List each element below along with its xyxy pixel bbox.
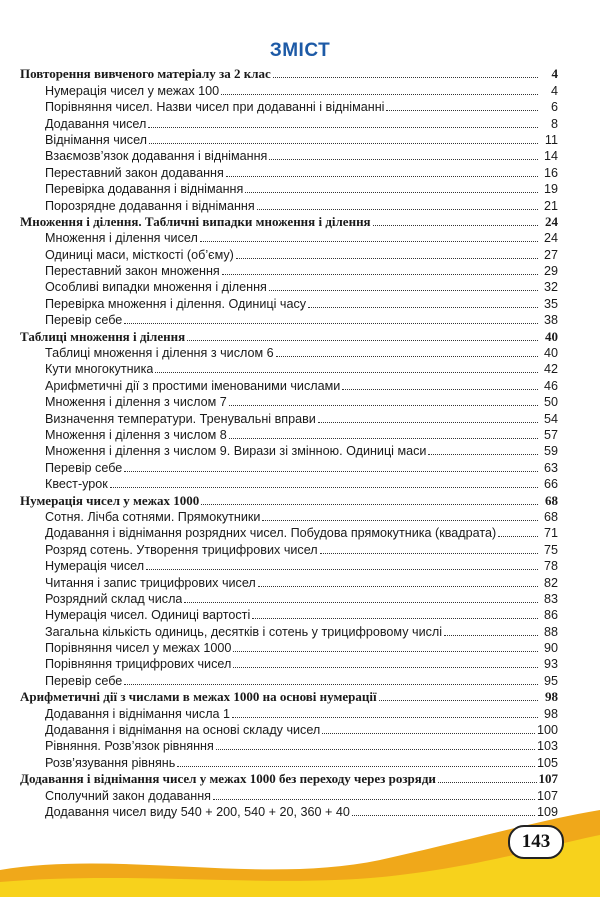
toc-entry bbox=[18, 753, 558, 769]
toc-entry-title: Множення і ділення. Табличні випадки множення і ділення bbox=[20, 214, 371, 229]
dot-leader bbox=[155, 372, 538, 373]
toc-entry bbox=[18, 590, 558, 606]
dot-leader bbox=[276, 356, 538, 357]
toc-entry-page: 63 bbox=[543, 460, 558, 475]
toc-entry-title: Нумерація чисел у межах 100 bbox=[45, 83, 220, 98]
toc-entry bbox=[18, 196, 558, 212]
dot-leader bbox=[258, 586, 538, 587]
toc-entry bbox=[18, 262, 558, 278]
dot-leader bbox=[498, 536, 538, 537]
toc-entry bbox=[18, 360, 558, 376]
toc-entry-page: 50 bbox=[543, 395, 558, 410]
toc-entry-page: 54 bbox=[543, 411, 558, 426]
toc-entry-page: 57 bbox=[543, 427, 558, 442]
toc-entry bbox=[18, 655, 558, 671]
dot-leader bbox=[148, 127, 538, 128]
toc-entry-title: Арифметичні дії з простими іменованими числами bbox=[45, 378, 341, 393]
toc-entry-page: 100 bbox=[536, 723, 558, 738]
toc-entry-page: 68 bbox=[543, 509, 558, 524]
toc-entry-title: Нумерація чисел у межах 1000 bbox=[20, 493, 200, 508]
toc-entry-title: Віднімання чисел bbox=[45, 132, 148, 147]
toc-entry-title: Розв’язування рівнянь bbox=[45, 755, 176, 770]
toc-entry-title: Переставний закон множення bbox=[45, 264, 220, 279]
toc-entry bbox=[18, 737, 558, 753]
dot-leader bbox=[146, 569, 538, 570]
dot-leader bbox=[269, 290, 538, 291]
toc-entry bbox=[18, 721, 558, 737]
toc-entry-page: 93 bbox=[543, 657, 558, 672]
toc-entry-page: 82 bbox=[543, 575, 558, 590]
toc-entry-title: Множення і ділення з числом 8 bbox=[45, 427, 227, 442]
toc-entry bbox=[18, 540, 558, 556]
page-title: ЗМІСТ bbox=[269, 40, 331, 61]
toc-entry-page: 29 bbox=[543, 264, 558, 279]
toc-entry-page: 8 bbox=[550, 116, 558, 131]
toc-entry-title: Таблиці множення і ділення bbox=[20, 329, 186, 344]
toc-entry-title: Перевір себе bbox=[45, 673, 123, 688]
toc-entry-title: Множення і ділення чисел bbox=[45, 231, 198, 246]
toc-entry bbox=[18, 344, 558, 360]
toc-entry-page: 59 bbox=[543, 444, 558, 459]
toc-entry bbox=[18, 98, 558, 114]
toc-entry-title: Додавання і віднімання числа 1 bbox=[45, 706, 231, 721]
toc-entry bbox=[18, 475, 558, 491]
toc-entry bbox=[18, 163, 558, 179]
toc-entry-title: Перевір себе bbox=[45, 460, 123, 475]
toc-entry-title: Квест-урок bbox=[45, 477, 108, 492]
dot-leader bbox=[226, 176, 538, 177]
toc-entry-title: Одиниці маси, місткості (об’єму) bbox=[45, 247, 234, 262]
toc-entry bbox=[18, 278, 558, 294]
toc-entry bbox=[18, 409, 558, 425]
toc-section bbox=[18, 770, 558, 786]
toc-section bbox=[18, 327, 558, 343]
dot-leader bbox=[438, 782, 537, 783]
toc-entry-title: Порівняння трицифрових чисел bbox=[45, 657, 232, 672]
toc-entry-page: 90 bbox=[543, 641, 558, 656]
toc-entry bbox=[18, 508, 558, 524]
toc-entry-title: Додавання чисел bbox=[45, 116, 147, 131]
toc-entry-page: 24 bbox=[543, 231, 558, 246]
toc-entry-page: 32 bbox=[543, 280, 558, 295]
toc-entry-title: Визначення температури. Тренувальні вправи bbox=[45, 411, 316, 426]
dot-leader bbox=[149, 143, 538, 144]
toc-entry bbox=[18, 180, 558, 196]
toc-entry bbox=[18, 524, 558, 540]
table-of-contents bbox=[18, 65, 558, 819]
toc-entry-title: Розрядний склад числа bbox=[45, 591, 183, 606]
toc-entry bbox=[18, 294, 558, 310]
toc-entry-page: 14 bbox=[543, 149, 558, 164]
toc-entry-page: 16 bbox=[543, 165, 558, 180]
dot-leader bbox=[232, 717, 538, 718]
toc-entry-title: Переставний закон додавання bbox=[45, 165, 224, 180]
toc-entry-page: 105 bbox=[536, 755, 558, 770]
toc-entry-title: Кути многокутника bbox=[45, 362, 154, 377]
toc-entry-page: 83 bbox=[543, 591, 558, 606]
toc-entry-title: Додавання і віднімання чисел у межах 1000 без переходу через розряди bbox=[20, 772, 436, 787]
toc-entry-page: 66 bbox=[543, 477, 558, 492]
toc-entry bbox=[18, 229, 558, 245]
toc-entry-title: Порозрядне додавання і віднімання bbox=[45, 198, 255, 213]
toc-entry-page: 4 bbox=[551, 66, 558, 82]
toc-entry bbox=[18, 557, 558, 573]
toc-entry-page: 4 bbox=[550, 83, 558, 98]
toc-entry-page: 78 bbox=[543, 559, 558, 574]
toc-entry-title: Множення і ділення з числом 7 bbox=[45, 395, 227, 410]
dot-leader bbox=[222, 274, 538, 275]
toc-entry bbox=[18, 606, 558, 622]
dot-leader bbox=[428, 454, 538, 455]
dot-leader bbox=[379, 700, 538, 701]
toc-entry-title: Читання і запис трицифрових чисел bbox=[45, 575, 256, 590]
dot-leader bbox=[320, 553, 538, 554]
toc-entry-page: 107 bbox=[536, 788, 558, 803]
toc-entry-page: 75 bbox=[543, 542, 558, 557]
toc-entry-title: Рівняння. Розв’язок рівняння bbox=[45, 739, 214, 754]
dot-leader bbox=[318, 422, 538, 423]
toc-entry-title: Порівняння чисел. Назви чисел при додаванні і відніманні bbox=[45, 100, 385, 115]
toc-entry bbox=[18, 376, 558, 392]
toc-entry-title: Особливі випадки множення і ділення bbox=[45, 280, 267, 295]
toc-entry-page: 35 bbox=[543, 296, 558, 311]
dot-leader bbox=[124, 323, 538, 324]
toc-entry bbox=[18, 573, 558, 589]
toc-section bbox=[18, 213, 558, 229]
toc-entry bbox=[18, 442, 558, 458]
toc-section bbox=[18, 65, 558, 81]
dot-leader bbox=[308, 307, 538, 308]
toc-entry bbox=[18, 245, 558, 261]
toc-entry-title: Арифметичні дії з числами в межах 1000 на основі нумерації bbox=[20, 690, 377, 705]
toc-section bbox=[18, 688, 558, 704]
dot-leader bbox=[245, 192, 538, 193]
dot-leader bbox=[322, 733, 535, 734]
toc-entry-page: 19 bbox=[543, 182, 558, 197]
toc-entry-page: 71 bbox=[543, 526, 558, 541]
toc-entry-title: Множення і ділення з числом 9. Вирази зі змінною. Одиниці маси bbox=[45, 444, 427, 459]
toc-entry bbox=[18, 458, 558, 474]
dot-leader bbox=[386, 110, 538, 111]
toc-entry-title: Нумерація чисел. Одиниці вартості bbox=[45, 608, 251, 623]
toc-entry bbox=[18, 311, 558, 327]
toc-entry-title: Перевірка множення і ділення. Одиниці часу bbox=[45, 296, 307, 311]
toc-entry-title: Нумерація чисел bbox=[45, 559, 145, 574]
toc-entry-page: 42 bbox=[543, 362, 558, 377]
dot-leader bbox=[229, 405, 538, 406]
toc-entry bbox=[18, 704, 558, 720]
dot-leader bbox=[221, 94, 538, 95]
dot-leader bbox=[124, 684, 538, 685]
toc-entry-title: Додавання і віднімання розрядних чисел. Побудова прямокутника (квадрата) bbox=[45, 526, 497, 541]
toc-entry bbox=[18, 426, 558, 442]
page-number: 143 bbox=[508, 825, 564, 859]
toc-entry-page: 98 bbox=[543, 706, 558, 721]
toc-entry-page: 107 bbox=[538, 771, 558, 787]
dot-leader bbox=[444, 635, 538, 636]
toc-entry-title: Повторення вивченого матеріалу за 2 клас bbox=[20, 67, 271, 82]
toc-entry-title: Перевір себе bbox=[45, 313, 123, 328]
dot-leader bbox=[342, 389, 538, 390]
dot-leader bbox=[216, 749, 535, 750]
toc-entry bbox=[18, 131, 558, 147]
toc-entry-title: Перевірка додавання і віднімання bbox=[45, 182, 244, 197]
toc-entry bbox=[18, 671, 558, 687]
dot-leader bbox=[236, 258, 538, 259]
dot-leader bbox=[269, 159, 538, 160]
toc-section bbox=[18, 491, 558, 507]
dot-leader bbox=[200, 241, 538, 242]
toc-entry-page: 88 bbox=[543, 624, 558, 639]
toc-entry-title: Додавання і віднімання на основі складу чисел bbox=[45, 723, 321, 738]
dot-leader bbox=[187, 340, 538, 341]
dot-leader bbox=[184, 602, 538, 603]
toc-entry bbox=[18, 147, 558, 163]
toc-entry-page: 95 bbox=[543, 673, 558, 688]
toc-entry-page: 38 bbox=[543, 313, 558, 328]
toc-entry-page: 6 bbox=[550, 100, 558, 115]
dot-leader bbox=[273, 77, 538, 78]
toc-entry-title: Сполучний закон додавання bbox=[45, 788, 211, 803]
toc-entry bbox=[18, 639, 558, 655]
dot-leader bbox=[110, 487, 538, 488]
toc-entry-page: 40 bbox=[543, 346, 558, 361]
toc-entry-page: 21 bbox=[543, 198, 558, 213]
toc-entry bbox=[18, 622, 558, 638]
toc-entry-page: 27 bbox=[543, 247, 558, 262]
dot-leader bbox=[233, 651, 538, 652]
toc-entry-page: 11 bbox=[544, 132, 558, 147]
toc-entry-title: Взаємозв’язок додавання і віднімання bbox=[45, 149, 268, 164]
toc-entry-page: 68 bbox=[545, 492, 558, 508]
dot-leader bbox=[177, 766, 535, 767]
toc-entry-title: Таблиці множення і ділення з числом 6 bbox=[45, 346, 274, 361]
toc-entry bbox=[18, 114, 558, 130]
toc-entry-page: 86 bbox=[543, 608, 558, 623]
toc-entry-title: Сотня. Лічба сотнями. Прямокутники bbox=[45, 509, 261, 524]
toc-entry-page: 24 bbox=[545, 213, 558, 229]
toc-entry-page: 103 bbox=[536, 739, 558, 754]
dot-leader bbox=[201, 504, 538, 505]
toc-entry-title: Загальна кількість одиниць, десятків і сотень у трицифровому числі bbox=[45, 624, 443, 639]
toc-entry-page: 98 bbox=[545, 689, 558, 705]
toc-entry-title: Додавання чисел виду 540 + 200, 540 + 20, 360 + 40 bbox=[45, 804, 350, 819]
dot-leader bbox=[373, 225, 538, 226]
dot-leader bbox=[124, 471, 538, 472]
dot-leader bbox=[252, 618, 538, 619]
dot-leader bbox=[233, 667, 538, 668]
dot-leader bbox=[229, 438, 538, 439]
toc-entry bbox=[18, 81, 558, 97]
toc-entry-title: Порівняння чисел у межах 1000 bbox=[45, 641, 232, 656]
dot-leader bbox=[262, 520, 538, 521]
toc-entry bbox=[18, 393, 558, 409]
toc-entry-page: 46 bbox=[543, 378, 558, 393]
dot-leader bbox=[257, 209, 538, 210]
toc-entry-page: 40 bbox=[545, 328, 558, 344]
toc-entry-title: Розряд сотень. Утворення трицифрових чисел bbox=[45, 542, 318, 557]
toc-entry-page: 109 bbox=[536, 804, 558, 819]
